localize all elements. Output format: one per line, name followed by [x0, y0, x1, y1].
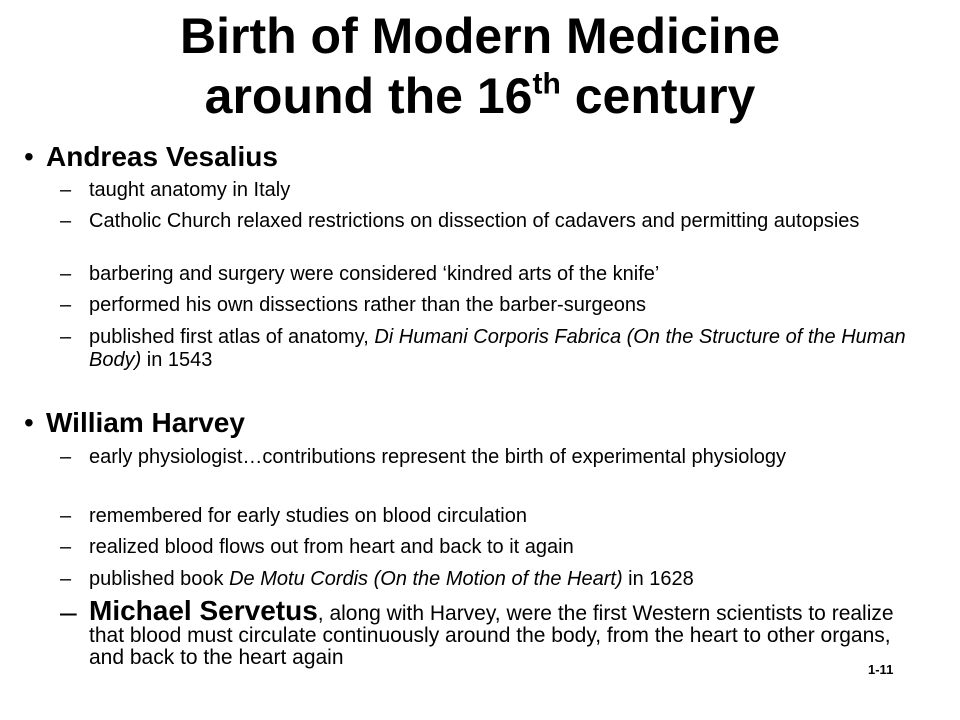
list-item — [60, 179, 910, 202]
text-segment: published first atlas of anatomy, — [89, 326, 375, 348]
person-name: Michael Servetus — [89, 595, 318, 626]
list-item — [60, 294, 910, 317]
list-item — [60, 595, 910, 669]
list-item-text — [89, 326, 910, 372]
bullet-harvey — [24, 407, 245, 439]
list-item — [60, 505, 910, 528]
text-segment: in 1543 — [141, 349, 213, 371]
title-superscript: th — [532, 67, 561, 101]
list-item-text: early physiologist…contributions represent the birth of experimental physiology — [89, 446, 787, 468]
dash-marker: – — [60, 263, 72, 285]
bullet-heading: Andreas Vesalius — [46, 141, 278, 172]
list-item — [60, 210, 910, 233]
bullet-point: • — [24, 407, 34, 438]
list-item-text: barbering and surgery were considered ‘kindred arts of the knife’ — [89, 263, 660, 285]
list-item-text — [89, 595, 910, 669]
dash-marker: – — [60, 294, 72, 316]
dash-marker: – — [60, 446, 72, 468]
bullet-point: • — [24, 141, 34, 172]
list-item-text: performed his own dissections rather than the barber-surgeons — [89, 294, 646, 316]
list-item — [60, 568, 910, 591]
dash-marker: – — [60, 596, 77, 629]
dash-marker: – — [60, 210, 72, 232]
title-line-2-main: around the 16 — [204, 68, 533, 124]
dash-marker: – — [60, 568, 72, 590]
bullet-vesalius — [24, 141, 278, 173]
list-item — [60, 263, 910, 286]
title-line-1: Birth of Modern Medicine — [180, 8, 780, 64]
page-number: 1-11 — [868, 662, 894, 677]
list-item — [60, 536, 910, 559]
bullet-heading: William Harvey — [46, 407, 245, 438]
dash-marker: – — [60, 536, 72, 558]
dash-marker: – — [60, 505, 72, 527]
text-segment: in 1628 — [622, 568, 694, 590]
text-segment: published book — [89, 568, 230, 590]
list-item-text: Catholic Church relaxed restrictions on dissection of cadavers and permitting autopsies — [89, 210, 860, 232]
title-line-2 — [0, 66, 960, 126]
slide-title — [0, 6, 960, 126]
list-item-text: taught anatomy in Italy — [89, 179, 291, 201]
book-title: De Motu Cordis (On the Motion of the Heart) — [229, 568, 623, 590]
list-item-text: realized blood flows out from heart and back to it again — [89, 536, 574, 558]
title-line-2-end: century — [560, 68, 756, 124]
dash-marker: – — [60, 326, 72, 348]
list-item-text: remembered for early studies on blood circulation — [89, 505, 527, 527]
list-item — [60, 446, 910, 469]
list-item — [60, 326, 910, 372]
dash-marker: – — [60, 179, 72, 201]
list-item-text — [89, 568, 910, 591]
text-segment: , along with Harvey, were the first Western scientists to realize that blood must circulate continuously around the body, from the heart to other organs, and back to the heart again — [89, 602, 894, 669]
book-title: Di Humani Corporis Fabrica (On the Structure of the Human Body) — [89, 326, 906, 371]
